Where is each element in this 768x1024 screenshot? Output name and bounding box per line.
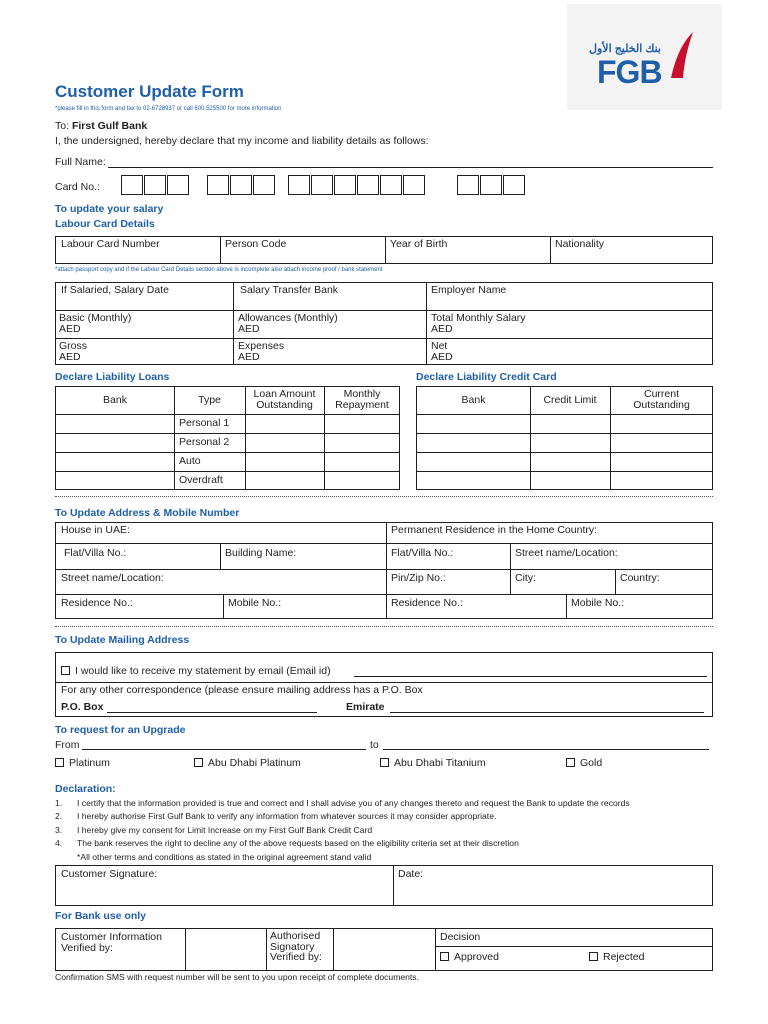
bank-use-heading: For Bank use only [55, 910, 147, 922]
loan-type-personal-2: Personal 2 [179, 436, 230, 448]
card-no-group-2[interactable] [207, 175, 276, 195]
emirate-label: Emirate [346, 701, 385, 713]
declaration-item: 2. I hereby authorise First Gulf Bank to verify any information from whatever sources it may consider appropriate. [55, 811, 497, 822]
logo-text: FGB [597, 54, 662, 90]
home-flat-villa-field[interactable]: Flat/Villa No.: [391, 547, 454, 559]
divider [55, 496, 713, 497]
mailing-table [55, 652, 713, 717]
form-subtitle: *please fill in this form and fax to 02-6728937 or call 600 525500 for more information [55, 106, 282, 112]
home-mobile-no-field[interactable]: Mobile No.: [571, 597, 625, 609]
expenses-field[interactable]: Expenses AED [238, 340, 285, 363]
email-checkbox[interactable] [61, 666, 70, 675]
home-residence-no-field[interactable]: Residence No.: [391, 597, 463, 609]
customer-signature-field[interactable]: Customer Signature: [61, 868, 158, 880]
loan-type-personal-1: Personal 1 [179, 417, 230, 429]
card-digit-box[interactable] [207, 175, 229, 195]
card-digit-box[interactable] [403, 175, 425, 195]
upgrade-option-abu-dhabi-platinum[interactable]: Abu Dhabi Platinum [194, 757, 301, 769]
declaration-footnote: *All other terms and conditions as stated in the original agreement stand valid [77, 851, 372, 862]
full-name-label: Full Name: [55, 156, 106, 168]
card-no-group-4[interactable] [457, 175, 526, 195]
loans-header-type: Type [198, 394, 221, 406]
employer-name-field[interactable]: Employer Name [431, 284, 507, 296]
declaration-item: 3. I hereby give my consent for Limit Increase on my First Gulf Bank Credit Card [55, 824, 373, 835]
card-digit-box[interactable] [334, 175, 356, 195]
card-no-group-1[interactable] [121, 175, 190, 195]
year-of-birth-field[interactable]: Year of Birth [390, 238, 448, 250]
total-salary-field[interactable]: Total Monthly Salary AED [431, 312, 526, 335]
card-digit-box[interactable] [121, 175, 143, 195]
upgrade-option-abu-dhabi-titanium[interactable]: Abu Dhabi Titanium [380, 757, 486, 769]
decision-label: Decision [440, 931, 481, 943]
card-digit-box[interactable] [144, 175, 166, 195]
basic-monthly-field[interactable]: Basic (Monthly) AED [59, 312, 132, 335]
card-no-label: Card No.: [55, 181, 100, 193]
address-table [55, 522, 713, 619]
customer-info-verified-label: Customer Information Verified by: [61, 931, 162, 954]
uae-flat-villa-field[interactable]: Flat/Villa No.: [64, 547, 127, 559]
page-title: Customer Update Form [55, 82, 244, 101]
email-option[interactable] [61, 666, 331, 677]
allowances-field[interactable]: Allowances (Monthly) AED [238, 312, 338, 335]
card-no-group-3[interactable] [288, 175, 426, 195]
salary-table [55, 282, 713, 365]
nationality-field[interactable]: Nationality [555, 238, 605, 250]
rejected-option[interactable]: Rejected [589, 952, 644, 963]
to-line [55, 120, 147, 132]
card-digit-box[interactable] [167, 175, 189, 195]
country-field[interactable]: Country: [620, 572, 660, 584]
upgrade-option-gold[interactable]: Gold [566, 757, 602, 769]
credit-card-table [416, 386, 713, 490]
labour-card-table [55, 236, 713, 264]
declaration-list [55, 797, 630, 864]
uae-building-field[interactable]: Building Name: [225, 547, 297, 559]
loans-header-repayment: Monthly Repayment [335, 388, 389, 411]
net-field[interactable]: Net AED [431, 340, 453, 363]
approved-option[interactable]: Approved [440, 952, 499, 963]
city-field[interactable]: City: [515, 572, 536, 584]
rejected-checkbox[interactable] [589, 952, 598, 961]
permanent-residence-label: Permanent Residence in the Home Country: [391, 524, 598, 536]
labour-heading: Labour Card Details [55, 218, 155, 230]
labour-note: *attach passport copy and if the Labour Card Details section above is incomplete also attach income proof / bank statement [55, 267, 383, 273]
upgrade-from-field[interactable] [82, 749, 366, 750]
upgrade-to-field[interactable] [383, 749, 709, 750]
person-code-field[interactable]: Person Code [225, 238, 287, 250]
upgrade-heading: To request for an Upgrade [55, 724, 186, 736]
upgrade-to-label: to [370, 739, 379, 751]
credit-card-heading: Declare Liability Credit Card [416, 371, 557, 383]
card-digit-box[interactable] [503, 175, 525, 195]
po-box-field[interactable] [107, 712, 317, 713]
logo-swoosh-icon [669, 30, 695, 80]
loan-type-auto: Auto [179, 455, 201, 467]
card-digit-box[interactable] [311, 175, 333, 195]
logo-arabic-text: بنك الخليج الأول [589, 43, 661, 55]
full-name-field[interactable] [108, 167, 713, 168]
email-option-label: I would like to receive my statement by email (Email id) [75, 665, 331, 677]
mailing-heading: To Update Mailing Address [55, 634, 190, 646]
labour-card-number-field[interactable]: Labour Card Number [61, 238, 160, 250]
po-box-label: P.O. Box [61, 701, 104, 713]
card-digit-box[interactable] [480, 175, 502, 195]
date-field[interactable]: Date: [398, 868, 424, 880]
gross-field[interactable]: Gross AED [59, 340, 88, 363]
bank-use-table [55, 928, 713, 971]
card-digit-box[interactable] [288, 175, 310, 195]
salary-transfer-bank-field[interactable]: Salary Transfer Bank [240, 284, 339, 296]
emirate-field[interactable] [390, 712, 704, 713]
divider [55, 626, 713, 627]
upgrade-from-label: From [55, 739, 80, 751]
card-digit-box[interactable] [380, 175, 402, 195]
loans-header-bank: Bank [103, 394, 127, 406]
address-heading: To Update Address & Mobile Number [55, 507, 240, 519]
cc-header-outstanding: Current Outstanding [633, 388, 690, 411]
upgrade-option-platinum[interactable]: Platinum [55, 757, 110, 769]
house-uae-label: House in UAE: [61, 524, 130, 536]
abu-dhabi-platinum-checkbox[interactable] [194, 758, 203, 767]
gold-checkbox[interactable] [566, 758, 575, 767]
uae-street-field[interactable]: Street name/Location: [61, 572, 164, 584]
card-digit-box[interactable] [253, 175, 275, 195]
home-street-field[interactable]: Street name/Location: [515, 547, 618, 559]
sms-note: Confirmation SMS with request number will be sent to you upon receipt of complete documents. [55, 972, 419, 982]
declaration-item: 4. The bank reserves the right to decline any of the above requests based on the eligibility criteria set at their discretion [55, 838, 519, 849]
salary-heading: To update your salary [55, 203, 164, 215]
declaration-item: 1. I certify that the information provided is true and correct and I shall advise you of any changes thereto and request the Bank to update the records [55, 798, 630, 808]
loan-type-overdraft: Overdraft [179, 474, 223, 486]
salary-date-field[interactable]: If Salaried, Salary Date [61, 284, 169, 296]
card-digit-box[interactable] [457, 175, 479, 195]
signature-table [55, 865, 713, 906]
loans-table [55, 386, 400, 490]
approved-checkbox[interactable] [440, 952, 449, 961]
loans-heading: Declare Liability Loans [55, 371, 170, 383]
pin-zip-field[interactable]: Pin/Zip No.: [391, 572, 446, 584]
uae-residence-no-field[interactable]: Residence No.: [61, 597, 133, 609]
to-bank: First Gulf Bank [71, 120, 148, 132]
authorised-signatory-label: Authorised Signatory Verified by: [270, 930, 322, 963]
card-digit-box[interactable] [230, 175, 252, 195]
declaration-heading: Declaration: [55, 783, 116, 795]
other-correspondence-text: For any other correspondence (please ensure mailing address has a P.O. Box [61, 684, 423, 696]
cc-header-limit: Credit Limit [543, 394, 597, 406]
platinum-checkbox[interactable] [55, 758, 64, 767]
email-field[interactable] [354, 676, 707, 677]
logo-panel [567, 4, 722, 110]
to-label: To: [55, 120, 70, 132]
loans-header-amount: Loan Amount Outstanding [253, 388, 316, 411]
declare-intro: I, the undersigned, hereby declare that my income and liability details as follows: [55, 135, 429, 147]
uae-mobile-no-field[interactable]: Mobile No.: [228, 597, 282, 609]
cc-header-bank: Bank [461, 394, 486, 406]
card-digit-box[interactable] [357, 175, 379, 195]
abu-dhabi-titanium-checkbox[interactable] [380, 758, 389, 767]
